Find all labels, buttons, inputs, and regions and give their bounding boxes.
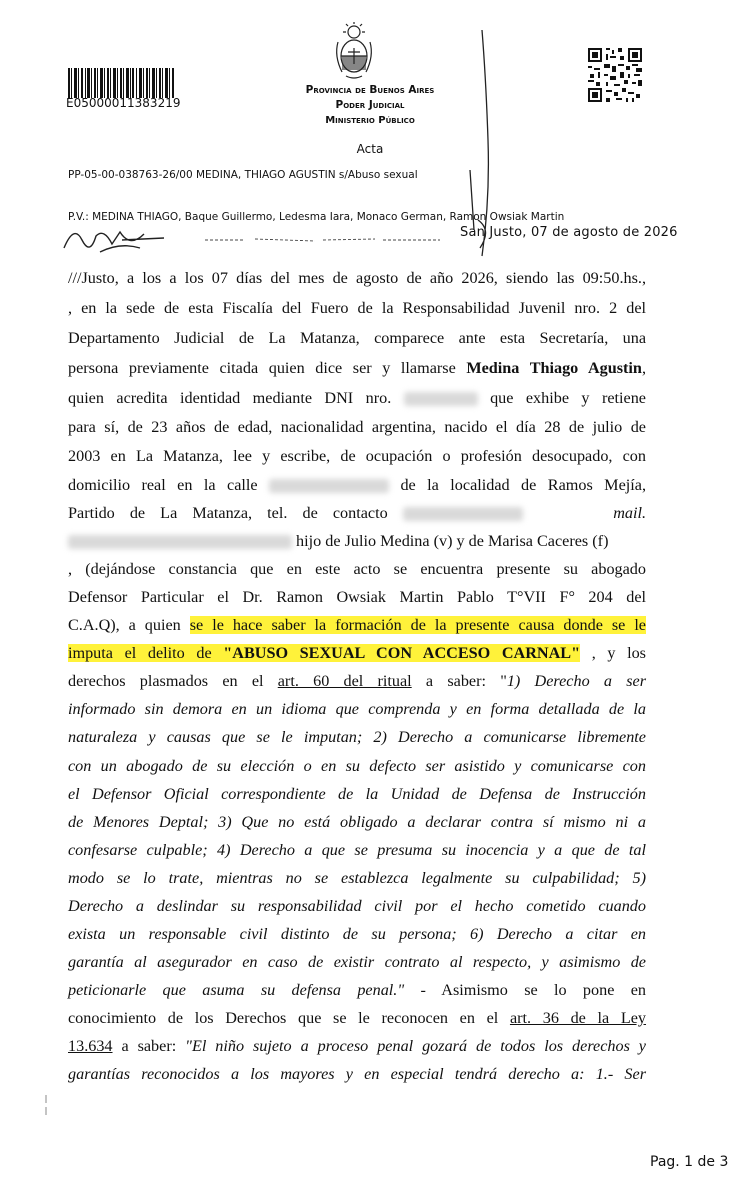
body-line: hijo de Julio Medina (v) y de Marisa Caceres (f) <box>68 531 646 551</box>
body-line: domicilio real en la calle de la localidad de Ramos Mejía, <box>68 476 646 494</box>
highlighted-text: se le hace saber la formación de la presente causa donde se le <box>189 616 646 634</box>
header-province: Provincia de Buenos Aires <box>305 84 435 96</box>
body-line: modo se lo trate, mientras no se establezca legalmente su culpabilidad; 5) <box>68 869 646 887</box>
body-line: garantía al asegurador en caso de existir contrato al respecto, y asimismo de <box>68 953 646 971</box>
signature-scribble <box>60 218 180 258</box>
article-reference: art. 60 del ritual <box>277 672 412 690</box>
redacted-email <box>68 535 292 549</box>
body-line: imputa el delito de "ABUSO SEXUAL CON ACCESO CARNAL" , y los <box>68 644 646 662</box>
body-line: informado sin demora en un idioma que comprenda y en forma detallada de la <box>68 700 646 718</box>
body-line: quien acredita identidad mediante DNI nro. que exhibe y retiene <box>68 389 646 407</box>
charge-title: "ABUSO SEXUAL CON ACCESO CARNAL" <box>223 644 581 662</box>
body-line: , en la sede de esta Fiscalía del Fuero de la Responsabilidad Juvenil nro. 2 del <box>68 299 646 317</box>
redacted-phone <box>403 507 523 521</box>
body-line: con un abogado de su elección o en su defecto ser asistido y comunicarse con <box>68 757 646 775</box>
body-line: peticionarle que asuma su defensa penal." - Asimismo se lo pone en <box>68 981 646 999</box>
person-name: Medina Thiago Agustin <box>466 359 642 377</box>
page-number: Pag. 1 de 3 <box>650 1154 729 1170</box>
header-judicial-power: Poder Judicial <box>335 99 405 111</box>
body-line: de Menores Deptal; 3) Que no está obligado a declarar contra sí mismo ni a <box>68 813 646 831</box>
barcode-image <box>68 68 176 98</box>
document-type-title: Acta <box>356 142 384 156</box>
law-number: 13.634 <box>68 1037 113 1055</box>
body-line: confesarse culpable; 4) Derecho a que se presuma su inocencia y a que de tal <box>68 841 646 859</box>
case-reference: PP-05-00-038763-26/00 MEDINA, THIAGO AGUSTIN s/Abuso sexual <box>68 169 418 181</box>
body-line: conocimiento de los Derechos que se le reconocen en el art. 36 de la Ley <box>68 1009 647 1027</box>
signature-dashes <box>205 234 440 246</box>
margin-mark <box>44 1095 48 1115</box>
body-line: derechos plasmados en el art. 60 del ritual a saber: "1) Derecho a ser <box>68 672 647 690</box>
header-public-ministry: Ministerio Público <box>325 115 415 126</box>
body-line: Derecho a deslindar su responsabilidad civil por el hecho cometido cuando <box>68 897 646 915</box>
body-line: C.A.Q), a quien se le hace saber la formación de la presente causa donde se le <box>68 616 646 634</box>
law-reference: art. 36 de la Ley <box>509 1009 647 1027</box>
body-line: ///Justo, a los a los 07 días del mes de agosto de año 2026, siendo las 09:50.hs., <box>68 269 646 287</box>
qr-code-image <box>588 48 642 102</box>
vertical-signature-stroke <box>452 20 512 270</box>
body-line: exista un responsable civil distinto de su persona; 6) Derecho a citar en <box>68 925 646 943</box>
body-line: , (dejándose constancia que en este acto se encuentra presente su abogado <box>68 560 646 578</box>
body-line: Departamento Judicial de La Matanza, comparece ante esta Secretaría, una <box>68 329 646 347</box>
body-line: persona previamente citada quien dice ser y llamarse Medina Thiago Agustin, <box>68 359 646 377</box>
coat-of-arms-icon <box>332 22 376 80</box>
body-line: el Defensor Oficial correspondiente de la Unidad de Defensa de Instrucción <box>68 785 646 803</box>
redacted-address <box>269 479 389 493</box>
document-date: San Justo, 07 de agosto de 2026 <box>460 225 678 240</box>
body-line: naturaleza y causas que se le imputan; 2) Derecho a comunicarse libremente <box>68 728 646 746</box>
body-line: Partido de La Matanza, tel. de contacto mail. <box>68 504 647 522</box>
body-line: 13.634 a saber: "El niño sujeto a proceso penal gozará de todos los derechos y <box>68 1037 646 1055</box>
body-line: Defensor Particular el Dr. Ramon Owsiak Martin Pablo T°VII F° 204 del <box>68 588 646 606</box>
body-line: 2003 en La Matanza, lee y escribe, de ocupación o profesión desocupado, con <box>68 447 646 465</box>
body-line: para sí, de 23 años de edad, nacionalidad argentina, nacido el día 28 de julio de <box>68 418 646 436</box>
redacted-dni <box>404 392 478 406</box>
body-line: garantías reconocidos a los mayores y en especial tendrá derecho a: 1.- Ser <box>68 1065 646 1083</box>
barcode-number: E05000011383219 <box>66 96 181 110</box>
parties-line: P.V.: MEDINA THIAGO, Baque Guillermo, Ledesma Iara, Monaco German, Ramon Owsiak Martin <box>68 211 565 223</box>
